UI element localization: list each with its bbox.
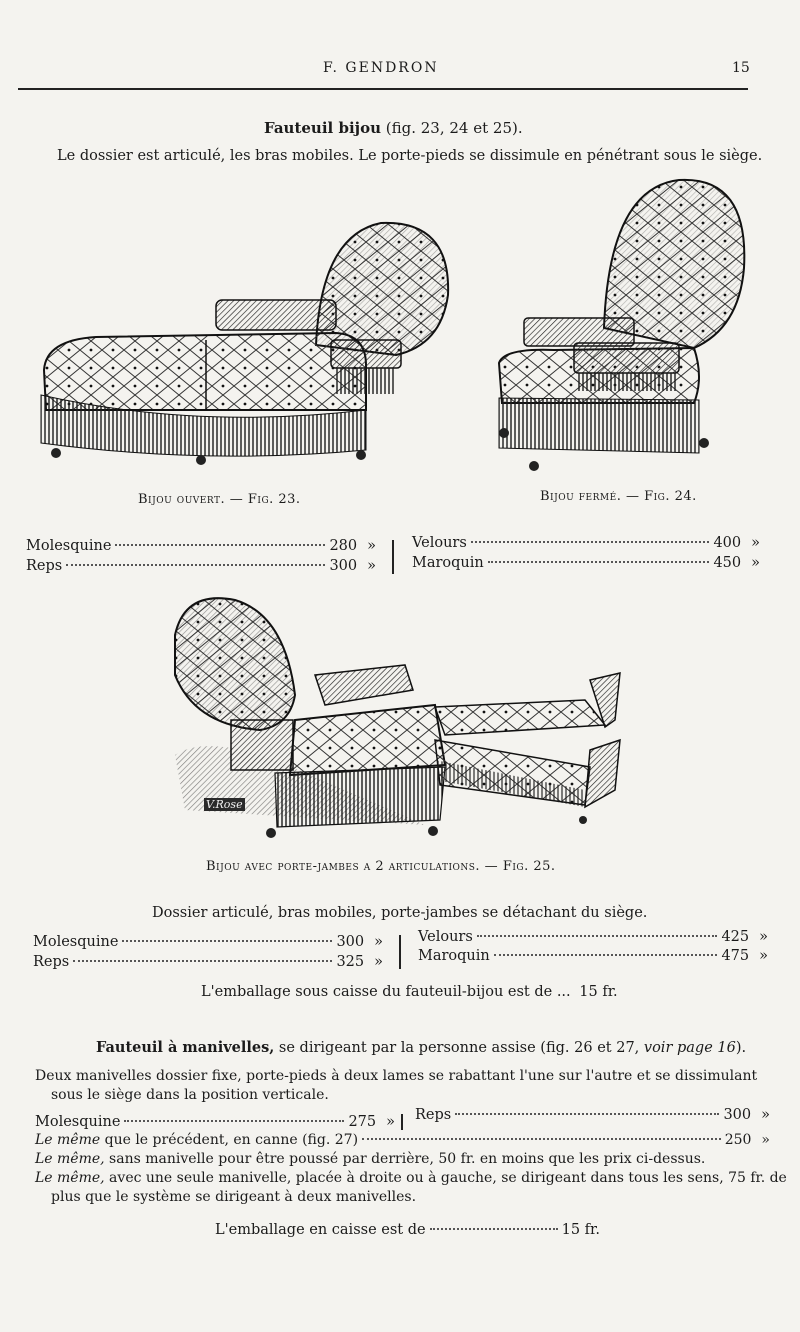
- packing-text: L'emballage sous caisse du fauteuil-bijou est de: [201, 984, 553, 1000]
- price-unit: »: [386, 1114, 395, 1130]
- le-meme-italic: Le même,: [35, 1170, 105, 1186]
- page-number: 15: [732, 60, 750, 76]
- price-divider: [399, 935, 401, 969]
- packing-price: 15 fr.: [561, 1222, 600, 1238]
- price-value: 280: [329, 538, 358, 554]
- price-unit: »: [367, 538, 376, 554]
- engraver-signature: V.Rose: [206, 798, 243, 811]
- leader-dots: [115, 544, 325, 546]
- price-unit: »: [374, 954, 383, 970]
- section-title-bijou: [264, 119, 523, 137]
- price-label: Molesquine: [35, 1114, 121, 1130]
- section-title-manivelles: [96, 1039, 746, 1056]
- leader-dots: [73, 960, 332, 962]
- packing-text: L'emballage en caisse est de: [215, 1222, 426, 1238]
- running-head-title: F. GENDRON: [323, 60, 439, 76]
- fig24-caption: Bijou fermé. — Fig. 24.: [540, 489, 697, 504]
- price-label: Reps: [26, 558, 63, 574]
- section3-desc-line2: sous le siège dans la position verticale.: [51, 1087, 329, 1103]
- price-value: 400: [713, 535, 742, 551]
- price-value: 300: [329, 558, 358, 574]
- price-unit: »: [367, 558, 376, 574]
- price-row-molesquine: [26, 538, 376, 554]
- packing-line-manivelles: [215, 1222, 600, 1238]
- leader-dots: [430, 1228, 558, 1230]
- title-rest: se dirigeant par la personne assise (fig. 26 et 27,: [274, 1040, 644, 1056]
- title-italic: voir page 16: [643, 1040, 736, 1056]
- section3-desc-line1: Deux manivelles dossier fixe, porte-pieds à deux lames se rabattant l'une sur l'autre et se dissimulant: [35, 1068, 758, 1084]
- leader-dots: [124, 1120, 344, 1122]
- leader-dots: [488, 561, 710, 563]
- line-seule-1: [35, 1170, 787, 1186]
- price-row-maroquin: [418, 948, 768, 964]
- price-value: 425: [721, 929, 750, 945]
- section2-description: Dossier articulé, bras mobiles, porte-jambes se détachant du siège.: [152, 905, 648, 921]
- title-end: ).: [735, 1040, 747, 1056]
- title-ref: (fig. 23, 24 et 25).: [380, 119, 523, 137]
- fig25-caption: Bijou avec porte-jambes a 2 articulations. — Fig. 25.: [206, 859, 556, 874]
- le-meme-italic: Le même,: [35, 1151, 105, 1167]
- price-row-molesquine: [35, 1114, 395, 1130]
- fig24-illustration: [494, 178, 754, 478]
- leader-dots: [455, 1113, 719, 1115]
- price-label: Molesquine: [33, 934, 119, 950]
- packing-price: 15 fr.: [579, 984, 618, 1000]
- price-value: 250: [724, 1132, 752, 1148]
- line-canne-text: [35, 1132, 358, 1148]
- price-label: Reps: [415, 1107, 452, 1123]
- price-unit: »: [759, 929, 768, 945]
- price-value: 325: [336, 954, 365, 970]
- price-label: Velours: [412, 535, 467, 551]
- fig23-caption: Bijou ouvert. — Fig. 23.: [138, 492, 301, 507]
- price-divider: [392, 540, 394, 574]
- price-value: 450: [713, 555, 742, 571]
- leader-dots: [362, 1138, 721, 1140]
- price-row-velours: [418, 929, 768, 945]
- title-bold: Fauteuil à manivelles,: [96, 1039, 275, 1056]
- price-unit: »: [761, 1107, 770, 1123]
- packing-line-bijou: [201, 984, 618, 1000]
- line-seule-rest: avec une seule manivelle, placée à droite ou à gauche, se dirigeant dans tous les sens, 75 fr. de: [104, 1170, 787, 1186]
- price-label: Velours: [418, 929, 473, 945]
- line-canne-rest: que le précédent, en canne (fig. 27): [100, 1132, 359, 1148]
- price-label: Maroquin: [412, 555, 484, 571]
- line-seule-2: plus que le système se dirigeant à deux manivelles.: [51, 1189, 417, 1205]
- price-divider: [401, 1114, 403, 1130]
- price-value: 300: [723, 1107, 752, 1123]
- header-rule: [18, 88, 748, 90]
- price-label: Maroquin: [418, 948, 490, 964]
- price-row-reps: [415, 1107, 770, 1123]
- price-value: 275: [348, 1114, 377, 1130]
- price-label: Reps: [33, 954, 70, 970]
- line-canne: [35, 1132, 770, 1148]
- title-bold: Fauteuil bijou: [264, 119, 381, 137]
- price-unit: »: [751, 555, 760, 571]
- line-pousse-rest: sans manivelle pour être poussé par derrière, 50 fr. en moins que les prix ci-dessus.: [104, 1151, 706, 1167]
- le-meme-italic: Le même: [35, 1132, 101, 1148]
- leader-dots: [122, 940, 332, 942]
- price-unit: »: [374, 934, 383, 950]
- price-row-maroquin: [412, 555, 760, 571]
- section-description: Le dossier est articulé, les bras mobiles. Le porte-pieds se dissimule en pénétrant sous le siège.: [57, 148, 763, 164]
- price-row-reps: [26, 558, 376, 574]
- price-unit: »: [751, 535, 760, 551]
- price-row-reps: [33, 954, 383, 970]
- packing-dots: ...: [556, 984, 571, 1000]
- leader-dots: [477, 935, 718, 937]
- line-pousse: [35, 1151, 705, 1167]
- leader-dots: [66, 564, 325, 566]
- price-row-molesquine: [33, 934, 383, 950]
- fig23-illustration: [36, 215, 456, 470]
- price-value: 300: [336, 934, 365, 950]
- price-unit: »: [759, 948, 768, 964]
- price-value: 475: [721, 948, 750, 964]
- price-unit: »: [761, 1132, 770, 1148]
- price-row-velours: [412, 535, 760, 551]
- leader-dots: [494, 954, 718, 956]
- price-label: Molesquine: [26, 538, 112, 554]
- leader-dots: [471, 541, 710, 543]
